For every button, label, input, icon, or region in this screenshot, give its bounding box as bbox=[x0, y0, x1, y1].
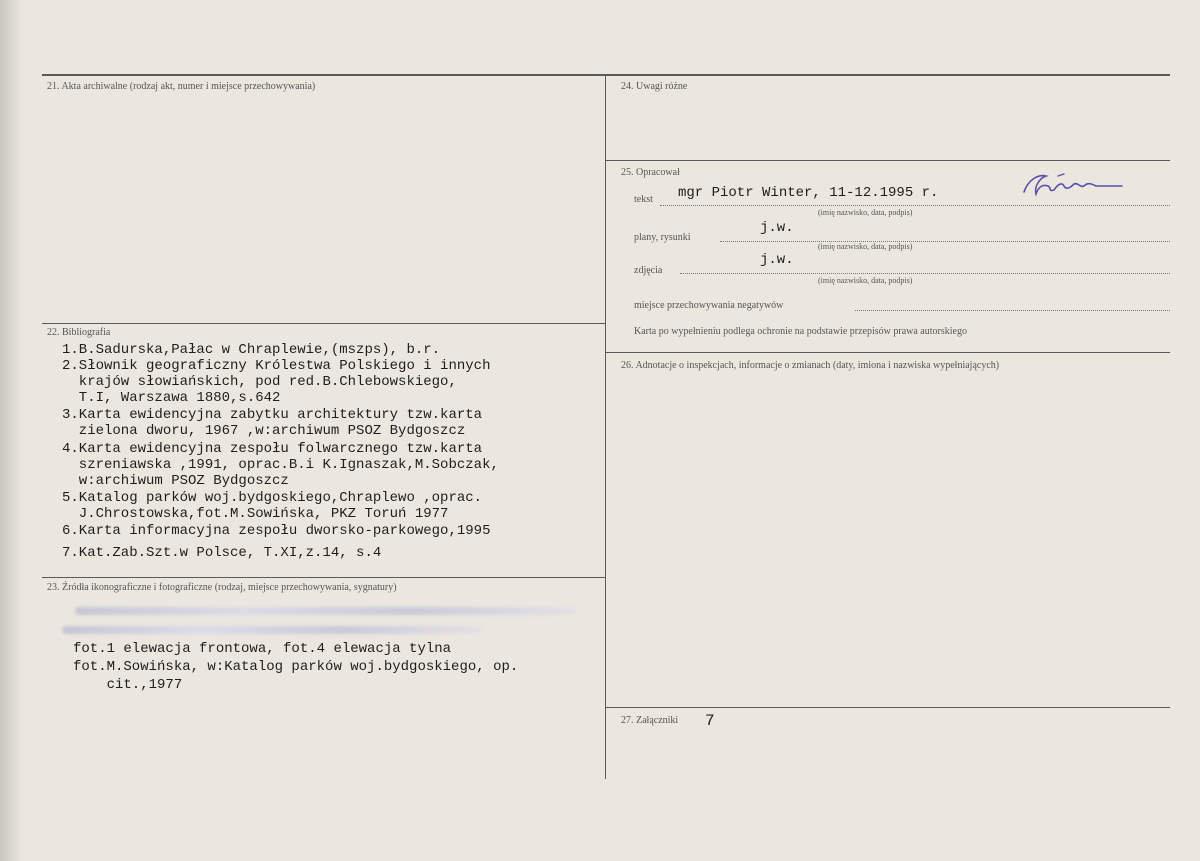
iconography-line: fot.M.Sowińska, w:Katalog parków woj.bydgoskiego, op. bbox=[73, 659, 519, 675]
rule-23 bbox=[42, 577, 605, 578]
iconography-line: fot.1 elewacja frontowa, fot.4 elewacja tylna bbox=[73, 641, 452, 657]
rule-27 bbox=[605, 707, 1170, 708]
tekst-dotted-line bbox=[660, 205, 1170, 206]
rule-26 bbox=[605, 352, 1170, 353]
bibliography-line: krajów słowiańskich, pod red.B.Chlebowskiego, bbox=[62, 374, 457, 390]
copyright-note: Karta po wypełnieniu podlega ochronie na podstawie przepisów prawa autorskiego bbox=[634, 326, 967, 337]
bibliography-line: 4.Karta ewidencyjna zespołu folwarcznego tzw.karta bbox=[62, 441, 483, 457]
tekst-value: mgr Piotr Winter, 11-12.1995 r. bbox=[678, 185, 939, 201]
bibliography-line: 5.Katalog parków woj.bydgoskiego,Chraplewo ,oprac. bbox=[62, 490, 483, 506]
bibliography-line: 2.Słownik geograficzny Królestwa Polskiego i innych bbox=[62, 358, 491, 374]
bibliography-line: J.Chrostowska,fot.M.Sowińska, PKZ Toruń 1977 bbox=[62, 506, 449, 522]
section-23-label: 23. Źródła ikonograficzne i fotograficzne (rodzaj, miejsce przechowywania, sygnatury) bbox=[47, 582, 397, 593]
zdjecia-value: j.w. bbox=[760, 252, 794, 268]
section-21-label: 21. Akta archiwalne (rodzaj akt, numer i miejsce przechowywania) bbox=[47, 81, 316, 92]
bibliography-line: 7.Kat.Zab.Szt.w Polsce, T.XI,z.14, s.4 bbox=[62, 545, 382, 561]
zdjecia-caption: (imię nazwisko, data, podpis) bbox=[818, 276, 913, 285]
bibliography-line: 1.B.Sadurska,Pałac w Chraplewie,(mszps), b.r. bbox=[62, 342, 441, 358]
plany-value: j.w. bbox=[760, 220, 794, 236]
plany-caption: (imię nazwisko, data, podpis) bbox=[818, 242, 913, 251]
attachments-value: 7 bbox=[705, 712, 715, 730]
plany-dotted-line bbox=[720, 241, 1170, 242]
paper-shadow bbox=[0, 0, 22, 861]
bibliography-line: T.I, Warszawa 1880,s.642 bbox=[62, 390, 281, 406]
bibliography-line: szreniawska ,1991, oprac.B.i K.Ignaszak,M.Sobczak, bbox=[62, 457, 499, 473]
redacted-line bbox=[75, 607, 575, 615]
bibliography-line: zielona dworu, 1967 ,w:archiwum PSOZ Bydgoszcz bbox=[62, 423, 466, 439]
center-divider bbox=[605, 74, 606, 779]
tekst-caption: (imię nazwisko, data, podpis) bbox=[818, 208, 913, 217]
negatywy-label: miejsce przechowywania negatywów bbox=[634, 300, 784, 311]
section-24-label: 24. Uwagi różne bbox=[621, 81, 688, 92]
section-26-label: 26. Adnotacje o inspekcjach, informacje o zmianach (daty, imiona i nazwiska wypełniających) bbox=[621, 360, 1000, 371]
signature bbox=[1018, 170, 1128, 200]
section-27-label: 27. Załączniki bbox=[621, 715, 679, 726]
zdjecia-label: zdjęcia bbox=[634, 265, 663, 276]
bibliography-line: w:archiwum PSOZ Bydgoszcz bbox=[62, 473, 289, 489]
negatywy-dotted-line bbox=[855, 310, 1170, 311]
rule-25 bbox=[605, 160, 1170, 161]
plany-label: plany, rysunki bbox=[634, 232, 691, 243]
iconography-line: cit.,1977 bbox=[73, 677, 183, 693]
section-22-label: 22. Bibliografia bbox=[47, 327, 111, 338]
top-rule bbox=[42, 74, 1170, 76]
tekst-label: tekst bbox=[634, 194, 653, 205]
rule-22 bbox=[42, 323, 605, 324]
bibliography-line: 3.Karta ewidencyjna zabytku architektury tzw.karta bbox=[62, 407, 483, 423]
bibliography-line: 6.Karta informacyjna zespołu dworsko-parkowego,1995 bbox=[62, 523, 491, 539]
section-25-label: 25. Opracował bbox=[621, 167, 680, 178]
redacted-line bbox=[62, 626, 482, 634]
zdjecia-dotted-line bbox=[680, 273, 1170, 274]
